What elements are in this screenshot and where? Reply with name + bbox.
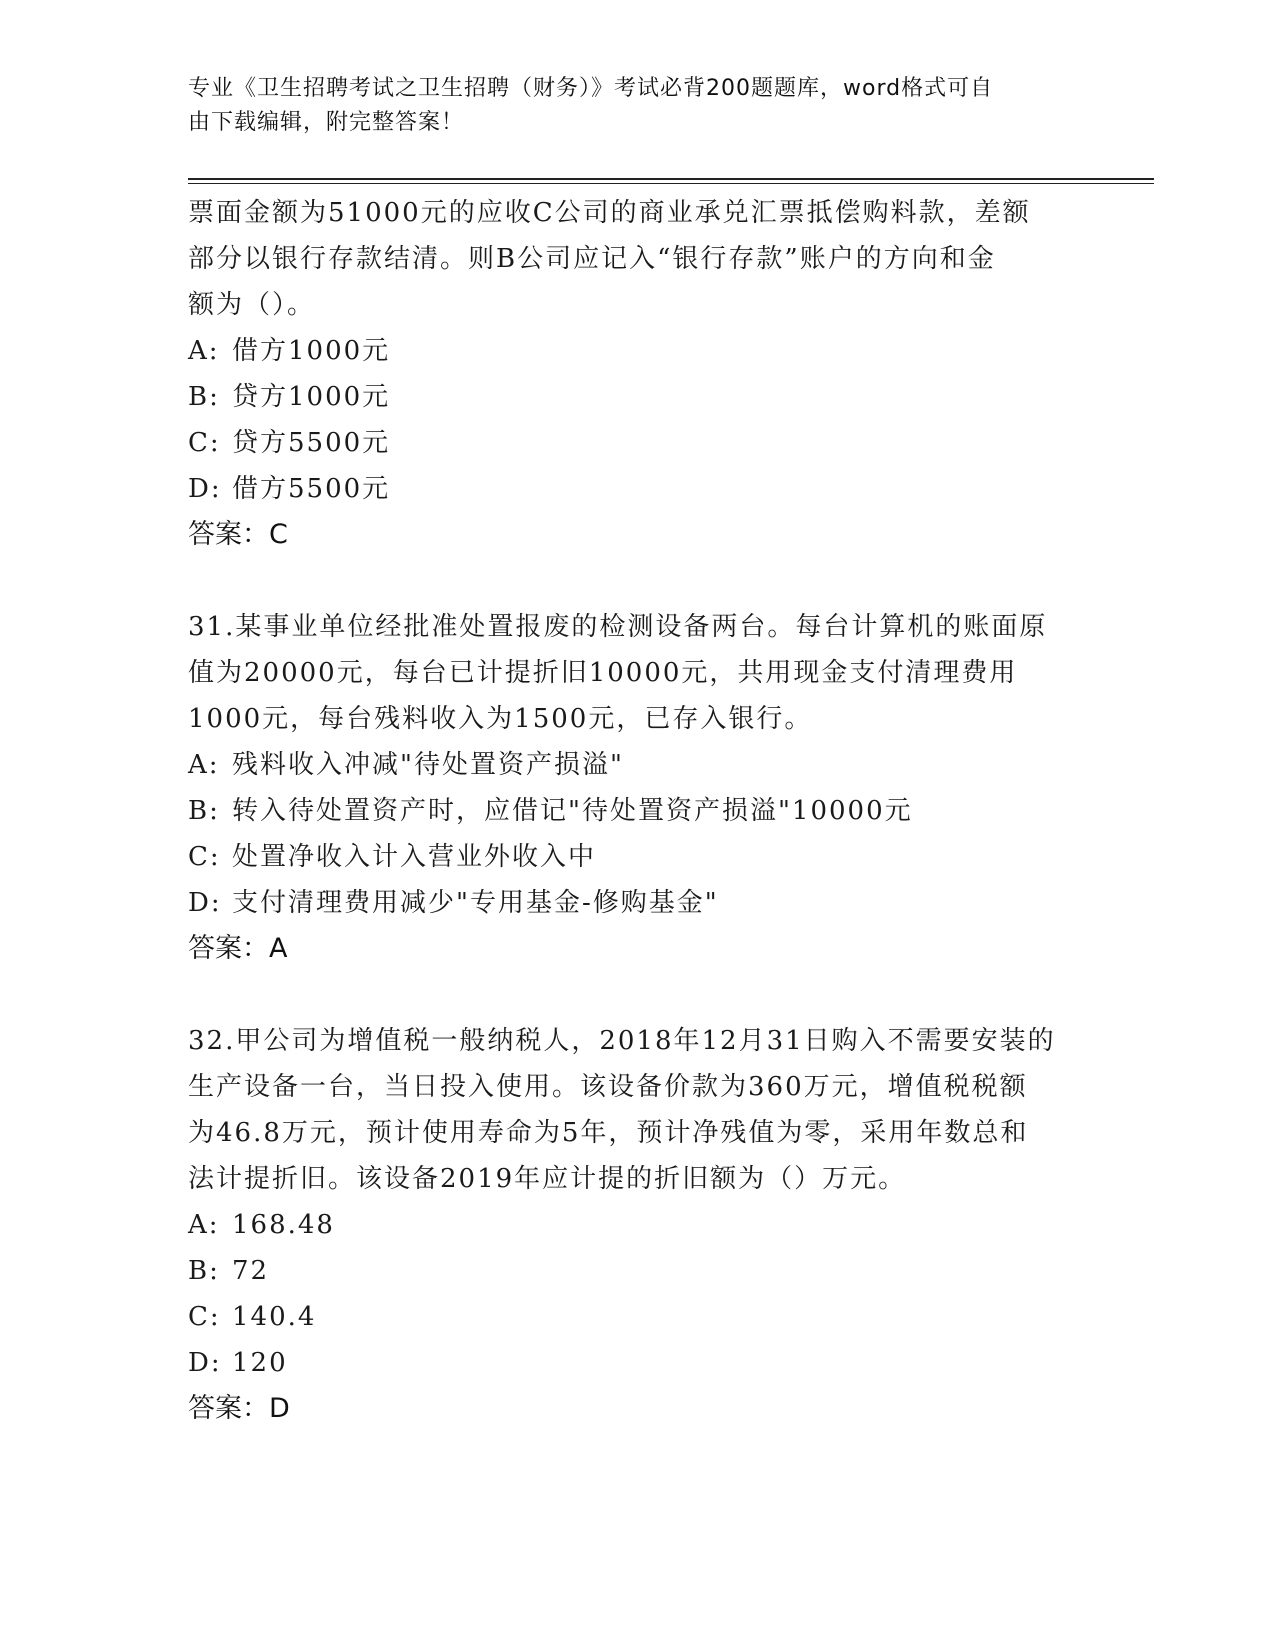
question-text-line: 32.甲公司为增值税一般纳税人，2018年12月31日购入不需要安装的 [188, 1026, 1056, 1056]
question-text-line: 额为（）。 [188, 290, 316, 320]
option-b [188, 374, 1088, 420]
question-text-line: 生产设备一台，当日投入使用。该设备价款为360万元，增值税税额 [188, 1072, 1028, 1102]
option-key: B: [188, 382, 220, 412]
question-text-line: 为46.8万元，预计使用寿命为5年，预计净残值为零，采用年数总和 [188, 1118, 1029, 1148]
question-text-line: 部分以银行存款结清。则B公司应记入“银行存款”账户的方向和金 [188, 244, 996, 274]
option-text: 贷方1000元 [232, 382, 391, 412]
option-key: C: [188, 842, 221, 872]
option-b [188, 788, 1088, 834]
option-text: 120 [232, 1348, 288, 1378]
option-a [188, 1202, 1088, 1248]
option-text: 168.48 [232, 1210, 335, 1240]
question-text-line: 1000元，每台残料收入为1500元，已存入银行。 [188, 704, 813, 734]
option-key: B: [188, 796, 220, 826]
option-text: 借方1000元 [232, 336, 391, 366]
option-key: D: [188, 1348, 222, 1378]
option-text: 支付清理费用减少"专用基金-修购基金" [232, 888, 719, 918]
option-text: 72 [232, 1256, 270, 1286]
option-key: A: [188, 1210, 220, 1240]
option-c [188, 1294, 1088, 1340]
option-text: 140.4 [232, 1302, 317, 1332]
header-rule-thin [188, 183, 1154, 184]
question-block [188, 1018, 1088, 1432]
question-text-line: 31.某事业单位经批准处置报废的检测设备两台。每台计算机的账面原 [188, 612, 1048, 642]
answer-line: 答案：A [188, 933, 288, 964]
answer-line: 答案：D [188, 1393, 290, 1424]
option-a [188, 742, 1088, 788]
question-text-line: 法计提折旧。该设备2019年应计提的折旧额为（）万元。 [188, 1164, 907, 1194]
document-header [188, 72, 1088, 140]
option-a [188, 328, 1088, 374]
option-d [188, 466, 1088, 512]
option-text: 贷方5500元 [232, 428, 391, 458]
option-key: B: [188, 1256, 220, 1286]
option-key: A: [188, 336, 220, 366]
option-c [188, 834, 1088, 880]
question-text-line: 票面金额为51000元的应收C公司的商业承兑汇票抵偿购料款，差额 [188, 198, 1031, 228]
option-key: A: [188, 750, 220, 780]
answer-line: 答案：C [188, 519, 288, 550]
option-d [188, 880, 1088, 926]
question-block [188, 190, 1088, 558]
option-b [188, 1248, 1088, 1294]
header-line-1: 专业《卫生招聘考试之卫生招聘（财务）》考试必背200题题库，word格式可自 [188, 76, 994, 101]
option-key: D: [188, 474, 222, 504]
option-c [188, 420, 1088, 466]
option-text: 残料收入冲减"待处置资产损溢" [232, 750, 624, 780]
header-rule-thick [188, 178, 1154, 180]
header-line-2: 由下载编辑，附完整答案！ [188, 110, 465, 135]
question-text-line: 值为20000元，每台已计提折旧10000元，共用现金支付清理费用 [188, 658, 1018, 688]
option-text: 处置净收入计入营业外收入中 [232, 842, 597, 872]
question-block [188, 604, 1088, 972]
option-key: C: [188, 428, 221, 458]
option-d [188, 1340, 1088, 1386]
option-key: D: [188, 888, 222, 918]
option-text: 借方5500元 [232, 474, 391, 504]
question-list [188, 190, 1088, 1478]
option-text: 转入待处置资产时，应借记"待处置资产损溢"10000元 [232, 796, 913, 826]
option-key: C: [188, 1302, 221, 1332]
